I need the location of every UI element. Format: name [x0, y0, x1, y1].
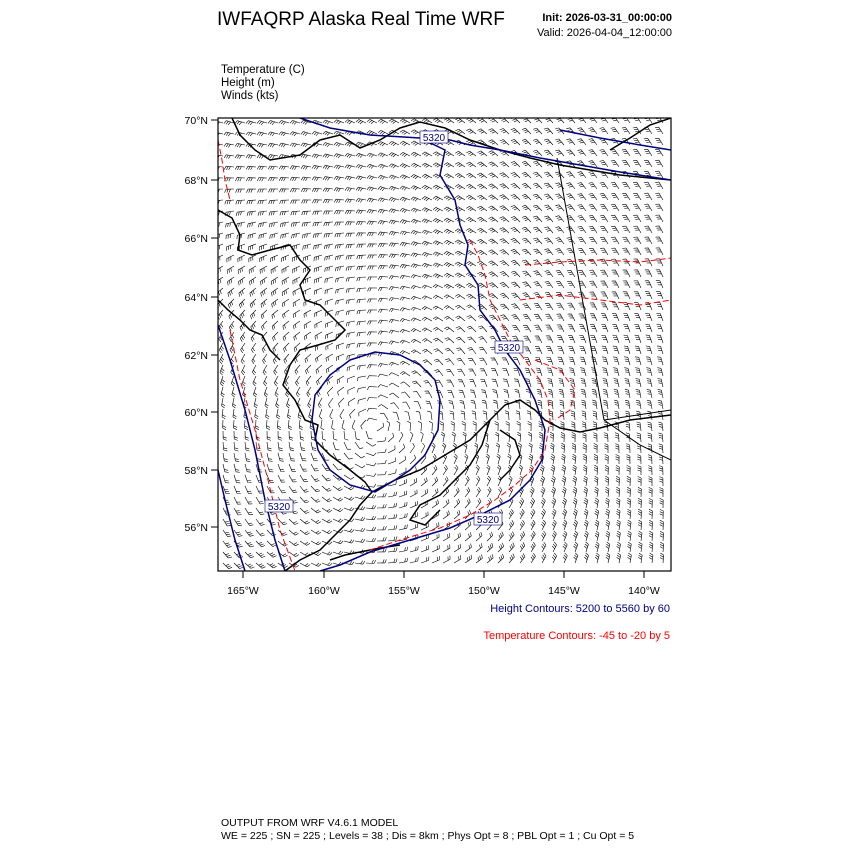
height-contours-legend: Height Contours: 5200 to 5560 by 60	[490, 603, 670, 615]
lat-label: 62°N	[184, 350, 208, 362]
lon-label: 140°W	[628, 585, 660, 597]
lat-label: 58°N	[184, 465, 208, 477]
model-output-title: OUTPUT FROM WRF V4.6.1 MODEL	[221, 817, 399, 829]
lon-label: 165°W	[227, 585, 259, 597]
lat-label: 56°N	[184, 522, 208, 534]
init-time: Init: 2026-03-31_00:00:00	[542, 12, 672, 24]
lon-ticks	[243, 571, 644, 578]
lat-ticks	[211, 120, 218, 527]
lon-label: 150°W	[468, 585, 500, 597]
lat-label: 64°N	[184, 292, 208, 304]
variable-temperature: Temperature (C)	[221, 64, 305, 76]
lon-label: 160°W	[308, 585, 340, 597]
lat-label: 68°N	[184, 175, 208, 187]
map-title: IWFAQRP Alaska Real Time WRF	[217, 9, 505, 30]
lat-label: 70°N	[184, 115, 208, 127]
height-contour-label: 5320	[267, 502, 291, 513]
border-lines	[557, 158, 671, 460]
lon-label: 145°W	[548, 585, 580, 597]
valid-time: Valid: 2026-04-04_12:00:00	[537, 27, 672, 39]
variable-height: Height (m)	[221, 77, 275, 89]
height-contour-label: 5320	[476, 515, 500, 526]
height-contour-label: 5320	[497, 343, 521, 354]
temperature-contours-legend: Temperature Contours: -45 to -20 by 5	[483, 630, 670, 642]
lat-label: 66°N	[184, 233, 208, 245]
lat-label: 60°N	[184, 407, 208, 419]
height-contour-label: 5320	[422, 133, 446, 144]
variable-winds: Winds (kts)	[221, 90, 279, 102]
lon-label: 155°W	[388, 585, 420, 597]
model-output-settings: WE = 225 ; SN = 225 ; Levels = 38 ; Dis = 8km ; Phys Opt = 8 ; PBL Opt = 1 ; Cu Opt = 5	[221, 830, 635, 842]
